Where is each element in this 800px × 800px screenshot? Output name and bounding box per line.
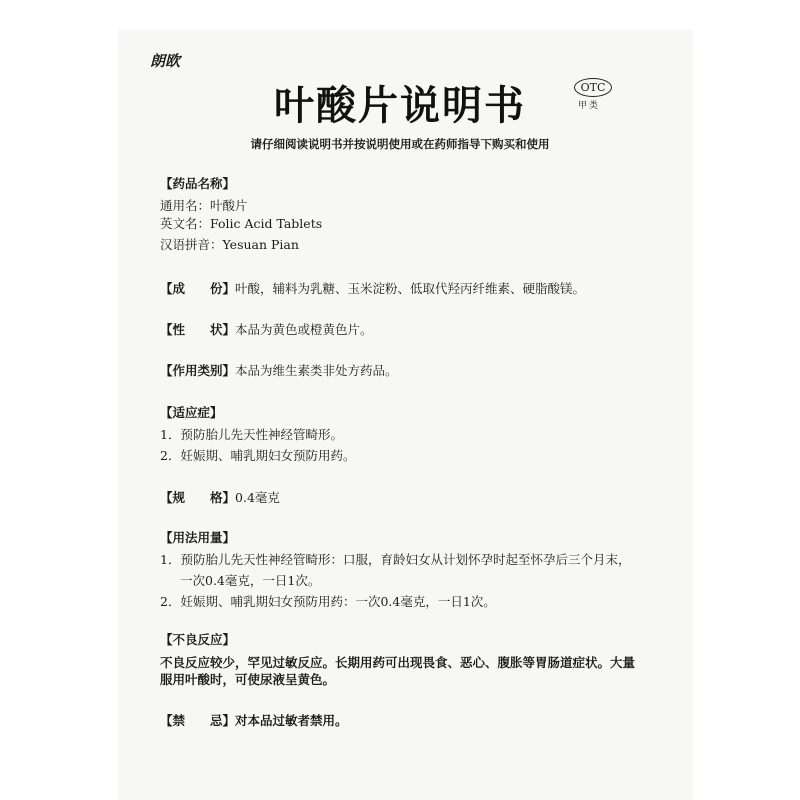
adverse-line-1: 不良反应较少，罕见过敏反应。长期用药可出现畏食、恶心、腹胀等胃肠道症状。大量 xyxy=(160,655,636,670)
ingredients-text: 叶酸，辅料为乳糖、玉米淀粉、低取代羟丙纤维素、硬脂酸镁。 xyxy=(235,281,586,296)
english-name: 英文名：Folic Acid Tablets xyxy=(160,216,323,231)
otc-badge: OTC xyxy=(574,78,612,97)
indication-item-1: 1．预防胎儿先天性神经管畸形。 xyxy=(160,427,343,442)
generic-name: 通用名：叶酸片 xyxy=(160,198,248,213)
section-ingredients xyxy=(160,279,585,297)
appearance-text: 本品为黄色或橙黄色片。 xyxy=(235,322,373,337)
spec-text: 0.4毫克 xyxy=(235,490,280,505)
section-heading-adverse: 【不良反应】 xyxy=(160,632,236,647)
brand-logo: 朗欧 xyxy=(150,52,181,70)
section-heading-category: 【作用类别】 xyxy=(160,363,236,378)
section-category xyxy=(160,361,398,379)
dosage-item-1-line-2: 一次0.4毫克，一日1次。 xyxy=(180,573,321,588)
section-heading-spec: 【规 格】 xyxy=(160,490,236,505)
adverse-line-2: 服用叶酸时，可使尿液呈黄色。 xyxy=(160,672,336,687)
section-heading-contraindications: 【禁 忌】 xyxy=(160,713,236,728)
usage-notice: 请仔细阅读说明书并按说明使用或在药师指导下购买和使用 xyxy=(250,137,550,151)
section-heading-appearance: 【性 状】 xyxy=(160,322,236,337)
section-heading-ingredients: 【成 份】 xyxy=(160,281,236,296)
dosage-item-1-line-1: 1．预防胎儿先天性神经管畸形：口服，育龄妇女从计划怀孕时起至怀孕后三个月末， xyxy=(160,552,631,567)
document-title: 叶酸片说明书 xyxy=(274,83,526,129)
section-spec xyxy=(160,488,280,506)
otc-class: 甲类 xyxy=(578,101,601,111)
indication-item-2: 2．妊娠期、哺乳期妇女预防用药。 xyxy=(160,448,356,463)
pinyin-name: 汉语拼音：Yesuan Pian xyxy=(160,237,299,252)
section-heading-dosage: 【用法用量】 xyxy=(160,530,236,545)
section-heading-drug-name: 【药品名称】 xyxy=(160,176,236,191)
section-heading-indications: 【适应症】 xyxy=(160,405,223,420)
section-contraindications xyxy=(160,711,348,729)
contraindications-text: 对本品过敏者禁用。 xyxy=(235,713,348,728)
dosage-item-2: 2．妊娠期、哺乳期妇女预防用药：一次0.4毫克，一日1次。 xyxy=(160,594,496,609)
category-text: 本品为维生素类非处方药品。 xyxy=(235,363,398,378)
section-appearance xyxy=(160,320,373,338)
